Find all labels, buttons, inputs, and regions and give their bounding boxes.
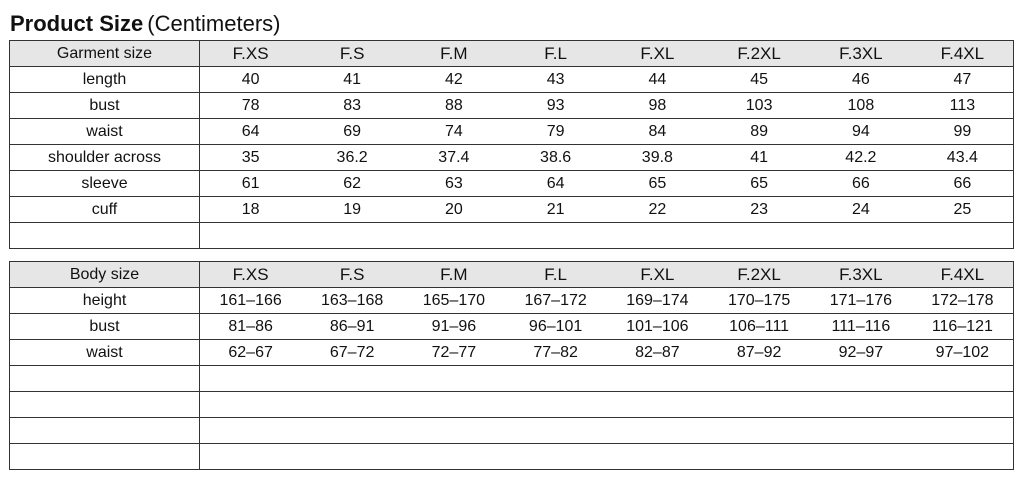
table-row	[10, 197, 1014, 223]
table-cell: 46	[810, 67, 912, 93]
size-column-header: F.XS	[200, 41, 302, 67]
table-cell: 43	[505, 67, 607, 93]
table-cell: 25	[912, 197, 1014, 223]
table-cell: 96–101	[505, 314, 607, 340]
table-cell: 20	[403, 197, 505, 223]
table-cell: 66	[912, 171, 1014, 197]
table-cell: 91–96	[403, 314, 505, 340]
table-cell: 78	[200, 93, 302, 119]
table-cell: 74	[403, 119, 505, 145]
table-cell: 72–77	[403, 340, 505, 366]
table-cell: 22	[607, 197, 709, 223]
row-label: length	[10, 67, 200, 93]
table-cell: 86–91	[301, 314, 403, 340]
table-cell: 79	[505, 119, 607, 145]
table-cell: 97–102	[912, 340, 1014, 366]
table-cell: 35	[200, 145, 302, 171]
table-cell: 45	[708, 67, 810, 93]
table-cell: 61	[200, 171, 302, 197]
table-cell: 89	[708, 119, 810, 145]
body-header-row	[10, 262, 1014, 288]
table-cell: 106–111	[708, 314, 810, 340]
row-label: sleeve	[10, 171, 200, 197]
empty-cell	[10, 223, 200, 249]
table-cell: 67–72	[301, 340, 403, 366]
empty-cell	[200, 392, 1014, 418]
empty-cell	[10, 392, 200, 418]
table-cell: 19	[301, 197, 403, 223]
table-cell: 65	[708, 171, 810, 197]
body-size-table	[9, 261, 1014, 470]
row-label: height	[10, 288, 200, 314]
table-cell: 21	[505, 197, 607, 223]
table-cell: 98	[607, 93, 709, 119]
size-column-header: F.XS	[200, 262, 302, 288]
table-cell: 167–172	[505, 288, 607, 314]
table-cell: 84	[607, 119, 709, 145]
table-cell: 99	[912, 119, 1014, 145]
size-column-header: F.L	[505, 262, 607, 288]
row-label: waist	[10, 340, 200, 366]
table-cell: 43.4	[912, 145, 1014, 171]
table-cell: 101–106	[607, 314, 709, 340]
table-cell: 94	[810, 119, 912, 145]
table-cell: 172–178	[912, 288, 1014, 314]
empty-row	[10, 392, 1014, 418]
row-label: bust	[10, 93, 200, 119]
table-cell: 69	[301, 119, 403, 145]
table-row	[10, 119, 1014, 145]
table-cell: 93	[505, 93, 607, 119]
empty-row	[10, 444, 1014, 470]
table-cell: 42	[403, 67, 505, 93]
table-cell: 37.4	[403, 145, 505, 171]
table-cell: 169–174	[607, 288, 709, 314]
size-column-header: F.XL	[607, 41, 709, 67]
row-label: bust	[10, 314, 200, 340]
table-cell: 92–97	[810, 340, 912, 366]
garment-size-table	[9, 40, 1014, 249]
table-cell: 41	[301, 67, 403, 93]
size-column-header: F.XL	[607, 262, 709, 288]
table-cell: 18	[200, 197, 302, 223]
table-cell: 113	[912, 93, 1014, 119]
table-cell: 23	[708, 197, 810, 223]
row-label: waist	[10, 119, 200, 145]
title-subtitle: (Centimeters)	[147, 11, 281, 36]
empty-cell	[200, 444, 1014, 470]
size-column-header: F.2XL	[708, 41, 810, 67]
empty-cell	[10, 366, 200, 392]
body-header-label: Body size	[10, 262, 200, 288]
table-cell: 62	[301, 171, 403, 197]
empty-cell	[10, 444, 200, 470]
empty-cell	[10, 418, 200, 444]
table-cell: 81–86	[200, 314, 302, 340]
empty-cell	[200, 366, 1014, 392]
size-column-header: F.L	[505, 41, 607, 67]
table-cell: 103	[708, 93, 810, 119]
table-cell: 116–121	[912, 314, 1014, 340]
table-cell: 165–170	[403, 288, 505, 314]
table-cell: 62–67	[200, 340, 302, 366]
table-cell: 108	[810, 93, 912, 119]
size-column-header: F.M	[403, 41, 505, 67]
table-cell: 38.6	[505, 145, 607, 171]
empty-row	[10, 223, 1014, 249]
garment-header-row	[10, 41, 1014, 67]
table-cell: 171–176	[810, 288, 912, 314]
table-cell: 42.2	[810, 145, 912, 171]
empty-cell	[200, 418, 1014, 444]
empty-cell	[200, 223, 1014, 249]
table-row	[10, 314, 1014, 340]
table-cell: 87–92	[708, 340, 810, 366]
size-column-header: F.3XL	[810, 262, 912, 288]
size-column-header: F.2XL	[708, 262, 810, 288]
table-cell: 161–166	[200, 288, 302, 314]
page-title	[10, 8, 281, 40]
table-cell: 66	[810, 171, 912, 197]
table-cell: 41	[708, 145, 810, 171]
size-column-header: F.S	[301, 262, 403, 288]
table-row	[10, 145, 1014, 171]
row-label: cuff	[10, 197, 200, 223]
size-column-header: F.4XL	[912, 41, 1014, 67]
table-row	[10, 340, 1014, 366]
table-cell: 83	[301, 93, 403, 119]
table-cell: 44	[607, 67, 709, 93]
title-main: Product Size	[10, 11, 144, 36]
size-column-header: F.M	[403, 262, 505, 288]
table-cell: 65	[607, 171, 709, 197]
table-cell: 82–87	[607, 340, 709, 366]
size-column-header: F.3XL	[810, 41, 912, 67]
table-cell: 40	[200, 67, 302, 93]
garment-header-label: Garment size	[10, 41, 200, 67]
table-cell: 64	[505, 171, 607, 197]
table-row	[10, 93, 1014, 119]
table-cell: 111–116	[810, 314, 912, 340]
table-cell: 47	[912, 67, 1014, 93]
table-cell: 36.2	[301, 145, 403, 171]
table-row	[10, 288, 1014, 314]
size-column-header: F.S	[301, 41, 403, 67]
table-cell: 163–168	[301, 288, 403, 314]
table-cell: 88	[403, 93, 505, 119]
table-cell: 39.8	[607, 145, 709, 171]
table-cell: 64	[200, 119, 302, 145]
table-cell: 24	[810, 197, 912, 223]
empty-row	[10, 366, 1014, 392]
empty-row	[10, 418, 1014, 444]
table-row	[10, 67, 1014, 93]
row-label: shoulder across	[10, 145, 200, 171]
size-column-header: F.4XL	[912, 262, 1014, 288]
table-row	[10, 171, 1014, 197]
table-cell: 77–82	[505, 340, 607, 366]
table-cell: 63	[403, 171, 505, 197]
table-cell: 170–175	[708, 288, 810, 314]
